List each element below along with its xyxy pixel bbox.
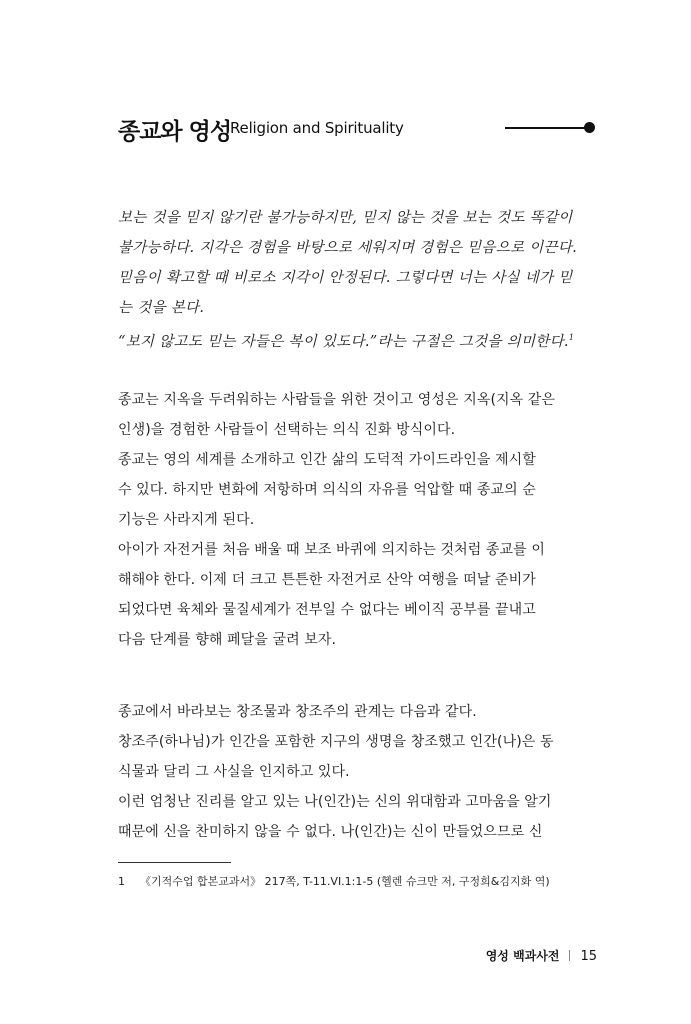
body-line: 인생)을 경험한 사람들이 선택하는 의식 진화 방식이다. bbox=[118, 422, 456, 438]
body-line: 되었다면 육체와 물질세계가 전부일 수 없다는 베이직 공부를 끝내고 bbox=[118, 602, 536, 618]
body-line: 종교는 지옥을 두려워하는 사람들을 위한 것이고 영성은 지옥(지옥 같은 bbox=[118, 392, 556, 408]
section-title-korean: 종교와 영성 bbox=[118, 119, 232, 145]
paragraph-religion-spirituality bbox=[118, 385, 598, 655]
body-line: 종교는 영의 세계를 소개하고 인간 삶의 도덕적 가이드라인을 제시할 bbox=[118, 452, 536, 468]
epigraph-quote bbox=[118, 203, 598, 353]
footnote-divider bbox=[118, 862, 231, 863]
footnote-reference: 1 bbox=[568, 333, 575, 342]
running-book-title: 영성 백과사전 bbox=[485, 949, 560, 963]
quote-line: 보는 것을 믿지 않기란 불가능하지만, 믿지 않는 것을 보는 것도 똑같이 bbox=[118, 210, 573, 226]
quote-line-text: “보지 않고도 믿는 자들은 복이 있도다.”라는 구절은 그것을 의미한다. bbox=[118, 334, 569, 350]
body-line: 아이가 자전거를 처음 배울 때 보조 바퀴에 의지하는 것처럼 종교를 이 bbox=[118, 542, 545, 558]
page-footer bbox=[486, 946, 597, 966]
body-line: 다음 단계를 향해 페달을 굴려 보자. bbox=[118, 632, 337, 648]
footnote bbox=[118, 873, 598, 891]
header-rule bbox=[505, 127, 585, 129]
quote-line-last bbox=[118, 323, 598, 353]
body-line: 수 있다. 하지만 변화에 저항하며 의식의 자유를 억압할 때 종교의 순 bbox=[118, 482, 536, 498]
body-line: 이런 엄청난 진리를 알고 있는 나(인간)는 신의 위대함과 고마움을 알기 bbox=[118, 794, 552, 810]
quote-line: 는 것을 본다. bbox=[118, 300, 205, 316]
footnote-text: 《기적수업 합본교과서》 217쪽, T-11.VI.1:1-5 (헬렌 슈크만 저, 구정희&김지화 역) bbox=[140, 875, 550, 888]
body-line: 종교에서 바라보는 창조물과 창조주의 관계는 다음과 같다. bbox=[118, 704, 477, 720]
section-title-english: Religion and Spirituality bbox=[230, 119, 404, 137]
section-header bbox=[118, 113, 598, 147]
body-line: 기능은 사라지게 된다. bbox=[118, 512, 255, 528]
body-line: 창조주(하나님)가 인간을 포함한 지구의 생명을 창조했고 인간(나)은 동 bbox=[118, 734, 554, 750]
page-number: 15 bbox=[580, 949, 597, 964]
header-dot bbox=[584, 122, 595, 133]
body-line: 식물과 달리 그 사실을 인지하고 있다. bbox=[118, 764, 350, 780]
body-line: 때문에 신을 찬미하지 않을 수 없다. 나(인간)는 신이 만들었으므로 신 bbox=[118, 824, 543, 840]
paragraph-creator-creation bbox=[118, 697, 598, 847]
quote-line: 믿음이 확고할 때 비로소 지각이 안정된다. 그렇다면 너는 사실 네가 믿 bbox=[118, 270, 573, 286]
footnote-number: 1 bbox=[118, 875, 125, 888]
body-line: 해해야 한다. 이제 더 크고 튼튼한 자전거로 산악 여행을 떠날 준비가 bbox=[118, 572, 536, 588]
footer-separator bbox=[569, 950, 570, 961]
quote-line: 불가능하다. 지각은 경험을 바탕으로 세워지며 경험은 믿음으로 이끈다. bbox=[118, 240, 578, 256]
